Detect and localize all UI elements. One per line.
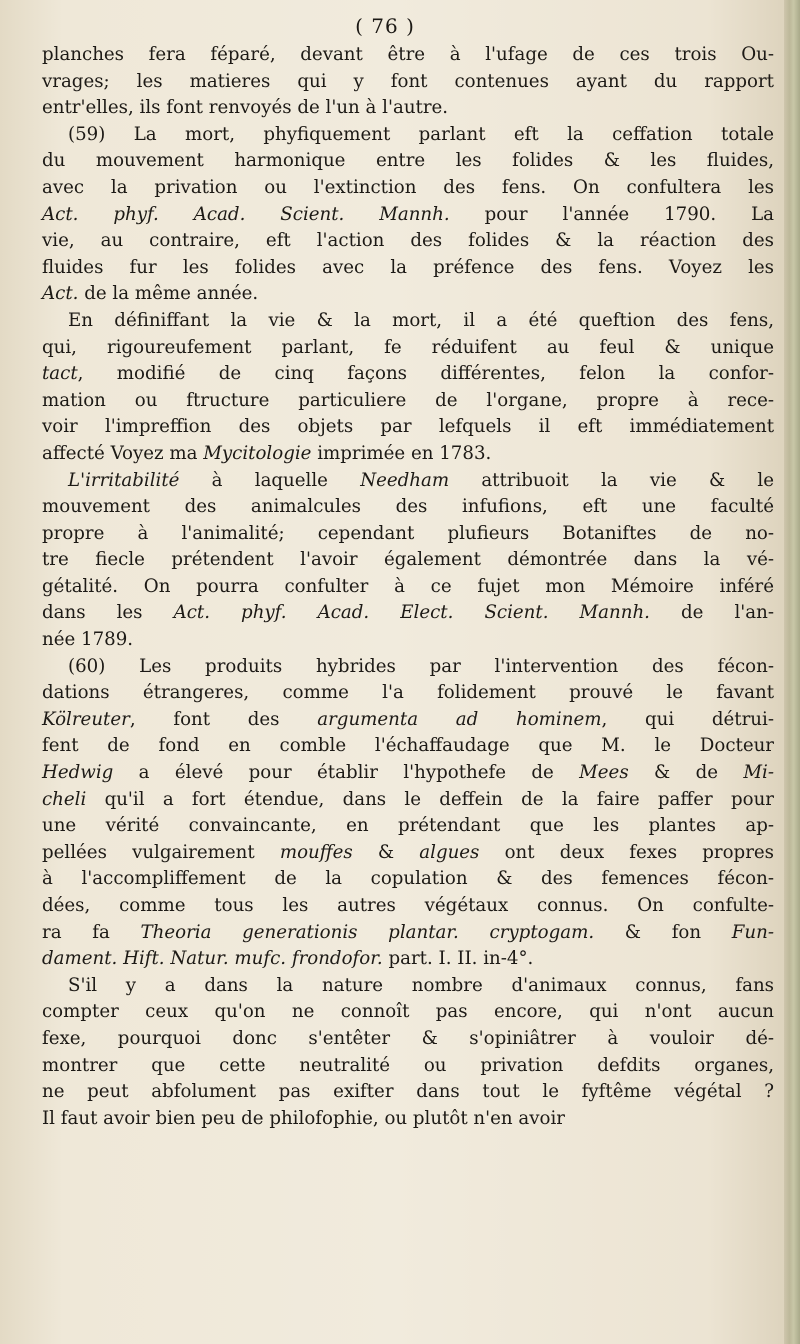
- text-run: mation ou ftructure particuliere de l'organe, propre à rece-: [42, 389, 774, 411]
- text-run: qu'il a fort étendue, dans le deffein de la faire paffer pour: [86, 788, 774, 810]
- text-run: gétalité. On pourra confulter à ce fujet mon Mémoire inféré: [42, 575, 774, 597]
- text-run: à l'accompliffement de la copulation & des femences fécon-: [42, 868, 774, 890]
- text-run: de la même année.: [78, 283, 259, 305]
- text-line: [42, 335, 774, 362]
- text-line: [42, 148, 774, 175]
- text-line: [42, 1026, 774, 1053]
- italic-text: tact: [42, 363, 78, 385]
- text-run: propre à l'animalité; cependant plufieurs Botaniftes de no-: [42, 522, 774, 544]
- text-run: vie, au contraire, eft l'action des folides & la réaction des: [42, 230, 774, 252]
- text-run: du mouvement harmonique entre les folides & les fluides,: [42, 150, 774, 172]
- text-line: [42, 361, 774, 388]
- text-run: imprimée en 1783.: [311, 442, 492, 464]
- italic-text: algues: [419, 841, 480, 863]
- text-line: [42, 654, 774, 681]
- italic-text: dament. Hift. Natur. mufc. frondofor.: [42, 948, 383, 970]
- page-number: ( 76 ): [355, 14, 415, 38]
- text-line: [42, 1053, 774, 1080]
- italic-text: cheli: [42, 788, 87, 810]
- text-run: attribuoit la vie & le: [449, 469, 774, 491]
- text-run: qui, rigoureufement parlant, fe réduifent au feul & unique: [42, 336, 774, 358]
- text-run: & fon: [594, 921, 732, 943]
- text-run: part. I. II. in-4°.: [382, 948, 534, 970]
- text-run: avec la privation ou l'extinction des fens. On confultera les: [42, 176, 774, 198]
- text-run: planches fera féparé, devant être à l'ufage de ces trois Ou-: [42, 44, 774, 65]
- text-line: [42, 308, 774, 335]
- text-run: fent de fond en comble l'échaffaudage que M. le Docteur: [42, 735, 774, 757]
- text-run: affecté Voyez ma: [42, 442, 204, 464]
- text-line: [42, 122, 774, 149]
- text-line: [42, 1079, 774, 1106]
- text-line: [42, 42, 774, 69]
- text-run: ne peut abfolument pas exifter dans tout le fyftême végétal ?: [42, 1081, 774, 1103]
- text-line: [42, 627, 774, 654]
- text-run: voir l'impreffion des objets par lefquels il eft immédiatement: [42, 416, 774, 438]
- text-run: Il faut avoir bien peu de philofophie, ou plutôt n'en avoir: [42, 1107, 565, 1129]
- text-run: dées, comme tous les autres végétaux connus. On confulte-: [42, 895, 774, 916]
- italic-text: Act.: [42, 283, 79, 305]
- text-line: [42, 574, 774, 601]
- text-line: [42, 840, 774, 867]
- text-line: [42, 999, 774, 1026]
- text-run: fluides fur les folides avec la préfence des fens. Voyez les: [42, 256, 774, 278]
- text-line: [42, 760, 774, 787]
- italic-text: L'irritabilité: [68, 469, 180, 491]
- text-run: ont deux fexes propres: [479, 841, 774, 863]
- text-run: , modifié de cinq façons différentes, felon la confor-: [77, 363, 774, 385]
- text-run: fexe, pourquoi donc s'entêter & s'opiniâtrer à vouloir dé-: [42, 1027, 774, 1049]
- text-run: (59) La mort, phyfiquement parlant eft la ceffation totale: [68, 123, 774, 145]
- text-run: une vérité convaincante, en prétendant que les plantes ap-: [42, 815, 774, 837]
- text-line: [42, 228, 774, 255]
- italic-text: Act. phyf. Acad. Elect. Scient. Mannh.: [173, 602, 650, 624]
- text-line: [42, 388, 774, 415]
- text-line: [42, 920, 774, 947]
- text-line: [42, 255, 774, 282]
- italic-text: Mees: [579, 762, 629, 784]
- text-line: [42, 973, 774, 1000]
- text-line: [42, 680, 774, 707]
- text-line: [42, 175, 774, 202]
- text-run: compter ceux qu'on ne connoît pas encore, qui n'ont aucun: [42, 1001, 774, 1023]
- text-run: & de: [628, 762, 744, 784]
- text-line: [42, 733, 774, 760]
- italic-text: argumenta ad hominem: [317, 708, 602, 730]
- text-run: ra fa: [42, 921, 141, 943]
- text-line: [42, 866, 774, 893]
- text-run: , qui détrui-: [601, 708, 774, 730]
- text-run: pellées vulgairement: [42, 841, 280, 863]
- text-line: [42, 600, 774, 627]
- text-run: , font des: [129, 708, 318, 730]
- italic-text: Needham: [360, 469, 450, 491]
- text-run: mouvement des animalcules des infufions, eft une faculté: [42, 496, 774, 518]
- text-line: [42, 1106, 774, 1133]
- text-run: dans les: [42, 602, 174, 624]
- text-run: tre fiecle prétendent l'avoir également démontrée dans la vé-: [42, 549, 774, 571]
- book-binding-edge: [784, 0, 800, 1344]
- italic-text: Mycitologie: [203, 442, 312, 464]
- italic-text: Kölreuter: [42, 708, 130, 730]
- text-run: entr'elles, ils font renvoyés de l'un à l'autre.: [42, 97, 449, 119]
- italic-text: Fun-: [731, 921, 774, 943]
- text-line: [42, 414, 774, 441]
- text-line: [42, 95, 774, 122]
- text-line: [42, 787, 774, 814]
- text-line: [42, 494, 774, 521]
- text-line: [42, 281, 774, 308]
- text-line: [42, 893, 774, 920]
- text-line: [42, 813, 774, 840]
- text-line: [42, 468, 774, 495]
- text-line: [42, 547, 774, 574]
- text-line: [42, 707, 774, 734]
- text-line: [42, 521, 774, 548]
- italic-text: Theoria generationis plantar. cryptogam.: [140, 921, 595, 943]
- italic-text: Hedwig: [42, 762, 114, 784]
- text-line: [42, 202, 774, 229]
- text-run: dations étrangeres, comme l'a folidement prouvé le favant: [42, 682, 774, 704]
- text-run: vrages; les matieres qui y font contenues ayant du rapport: [42, 70, 774, 92]
- text-line: [42, 946, 774, 973]
- body-text: [42, 42, 774, 1132]
- italic-text: mouffes: [279, 841, 353, 863]
- text-line: [42, 69, 774, 96]
- text-run: (60) Les produits hybrides par l'intervention des fécon-: [68, 655, 774, 677]
- text-run: a élevé pour établir l'hypothefe de: [113, 762, 580, 784]
- text-run: montrer que cette neutralité ou privation defdits organes,: [42, 1054, 774, 1076]
- text-run: S'il y a dans la nature nombre d'animaux connus, fans: [68, 974, 774, 996]
- text-run: à laquelle: [179, 469, 361, 491]
- italic-text: Act. phyf. Acad. Scient. Mannh.: [42, 203, 450, 225]
- italic-text: Mi-: [743, 762, 774, 784]
- text-run: &: [352, 841, 420, 863]
- text-run: née 1789.: [42, 629, 134, 651]
- text-line: [42, 441, 774, 468]
- text-run: En définiffant la vie & la mort, il a été queftion des fens,: [68, 309, 774, 331]
- text-run: pour l'année 1790. La: [449, 203, 774, 225]
- text-run: de l'an-: [649, 602, 774, 624]
